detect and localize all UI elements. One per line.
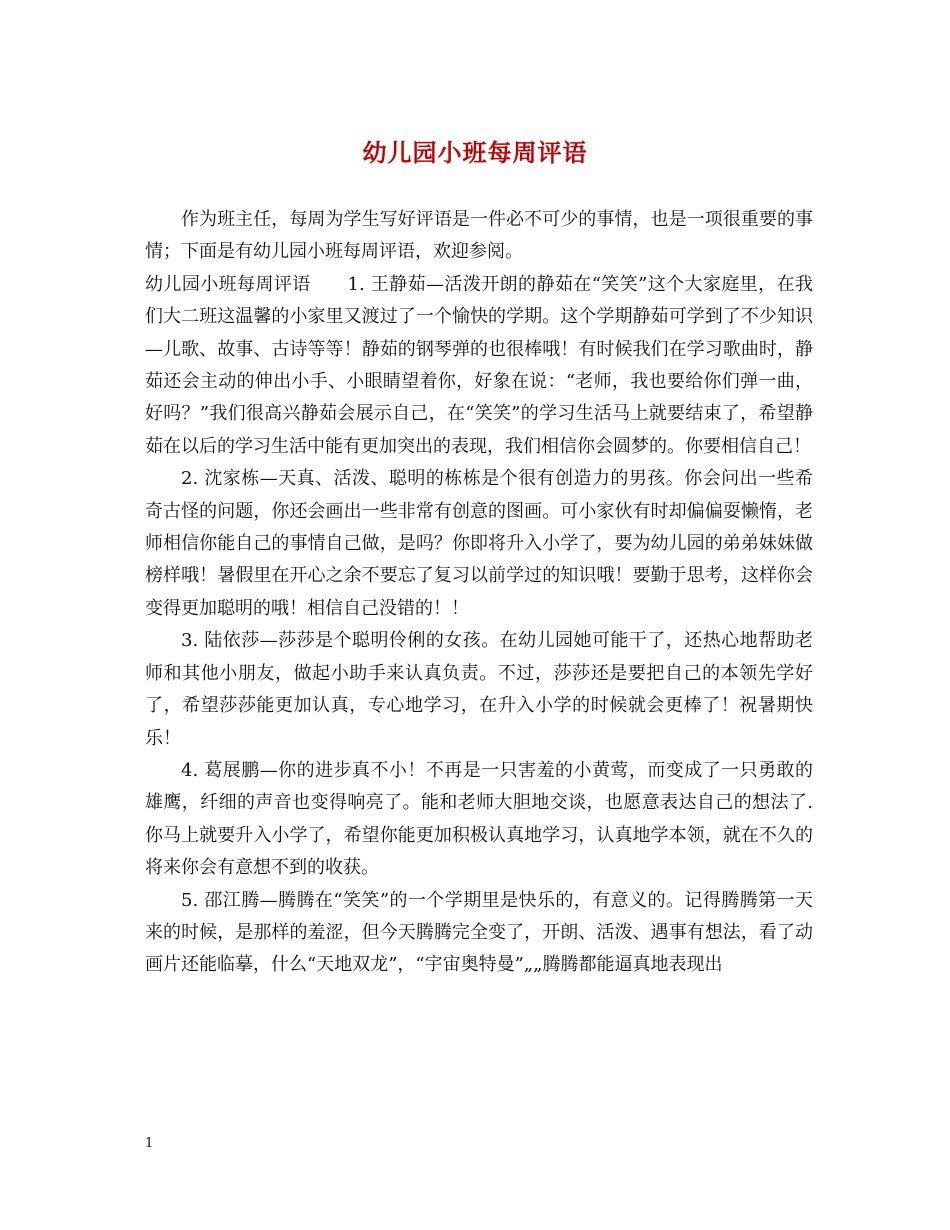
comment-paragraph-2: 2. 沈家栋—天真、活泼、聪明的栋栋是个很有创造力的男孩。你会问出一些希奇古怪的问题，你还会画出一些非常有创意的图画。可小家伙有时却偏偏耍懒惰，老师相信你能自己的事情自己做，是吗？你即将升入小学了，要为幼儿园的弟弟妹妹做榜样哦！暑假里在开心之余不要忘了复习以前学过的知识哦！要勤于思考，这样你会变得更加聪明的哦！相信自己没错的！！: [145, 468, 813, 619]
page-number: 1: [145, 1136, 154, 1151]
comment-paragraph-5: 5. 邵江腾—腾腾在“笑笑”的一个学期里是快乐的，有意义的。记得腾腾第一天来的时候，是那样的羞涩，但今天腾腾完全变了，开朗、活泼、遇事有想法，看了动画片还能临摹，什么“天地双龙”，“宇宙奥特曼”„„腾腾都能逼真地表现出: [145, 889, 813, 976]
intro-paragraph: 作为班主任，每周为学生写好评语是一件必不可少的事情，也是一项很重要的事情；下面是有幼儿园小班每周评语，欢迎参阅。: [145, 209, 813, 263]
comment-paragraph-4: 4. 葛展鹏—你的进步真不小！不再是一只害羞的小黄莺，而变成了一只勇敢的雄鹰，纤细的声音也变得响亮了。能和老师大胆地交谈，也愿意表达自己的想法了.你马上就要升入小学了，希望你能更加积极认真地学习，认真地学本领，就在不久的将来你会有意想不到的收获。: [145, 759, 813, 879]
comment-paragraph-3: 3. 陆依莎—莎莎是个聪明伶俐的女孩。在幼儿园她可能干了，还热心地帮助老师和其他小朋友，做起小助手来认真负责。不过，莎莎还是要把自己的本领先学好了，希望莎莎能更加认真，专心地学习，在升入小学的时候就会更棒了！祝暑期快乐！: [145, 630, 813, 749]
page-title: 幼儿园小班每周评语: [362, 138, 588, 167]
comment-paragraph-1: 幼儿园小班每周评语 1. 王静茹—活泼开朗的静茹在“笑笑”这个大家庭里，在我们大二班这温馨的小家里又渡过了一个愉快的学期。这个学期静茹可学到了不少知识—儿歌、故事、古诗等等！静茹的钢琴弹的也很棒哦！有时候我们在学习歌曲时，静茹还会主动的伸出小手、小眼睛望着你，好象在说：“老师，我也要给你们弹一曲，好吗？”我们很高兴静茹会展示自己，在“笑笑”的学习生活马上就要结束了，希望静茹在以后的学习生活中能有更加突出的表现，我们相信你会圆梦的。你要相信自己！: [145, 273, 813, 457]
document-body: [145, 204, 813, 982]
